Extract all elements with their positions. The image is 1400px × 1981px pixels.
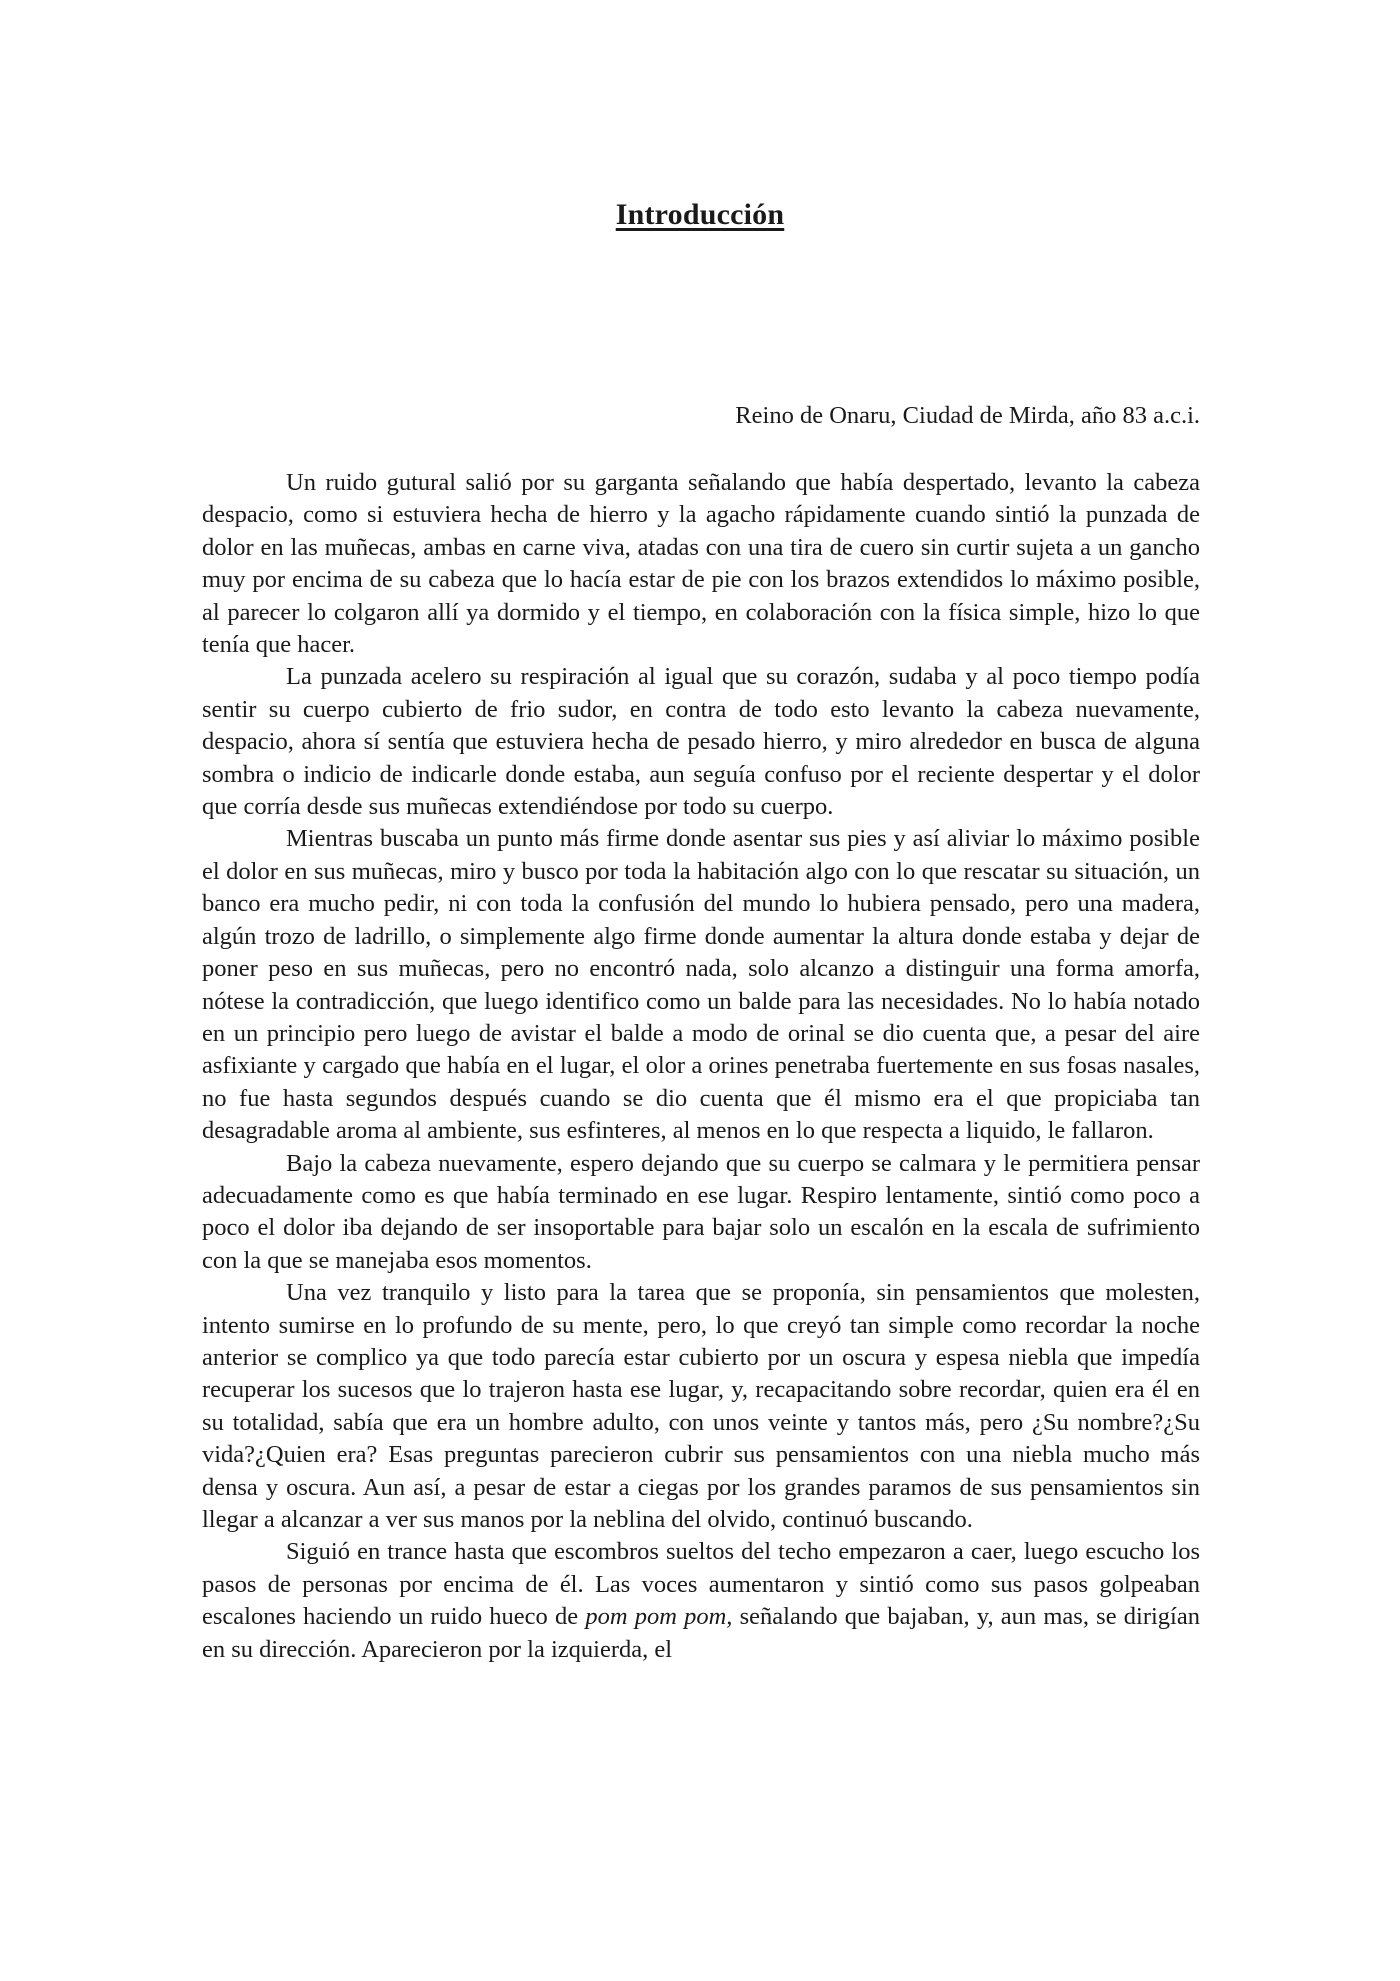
dateline: Reino de Onaru, Ciudad de Mirda, año 83 a.c.i. [735, 402, 1200, 429]
paragraph: Un ruido gutural salió por su garganta señalando que había despertado, levanto la cabeza despacio, como si estuviera hecha de hierro y la agacho rápidamente cuando sintió la punzada de dolor en las muñecas, ambas en carne viva, atadas con una tira de cuero sin curtir sujeta a un gancho muy por encima de su cabeza que lo hacía estar de pie con los brazos extendidos lo máximo posible, al parecer lo colgaron allí ya dormido y el tiempo, en colaboración con la física simple, hizo lo que tenía que hacer. [202, 469, 1200, 659]
paragraph: La punzada acelero su respiración al igual que su corazón, sudaba y al poco tiempo podía sentir su cuerpo cubierto de frio sudor, en contra de todo esto levanto la cabeza nuevamente, despacio, ahora sí sentía que estuviera hecha de pesado hierro, y miro alrededor en busca de alguna sombra o indicio de indicarle donde estaba, aun seguía confuso por el reciente despertar y el dolor que corría desde sus muñecas extendiéndose por todo su cuerpo. [202, 663, 1200, 821]
paragraph-last [202, 1536, 1200, 1666]
paragraph-text: Siguió en trance hasta que escombros sueltos del techo empezaron a caer, luego escucho los pasos de personas por encima de él. Las voces aumentaron y sintió como sus pasos golpeaban escalones haciendo un ruido hueco de [202, 1538, 1200, 1631]
page-title: Introducción [615, 198, 785, 231]
paragraph: Bajo la cabeza nuevamente, espero dejando que su cuerpo se calmara y le permitiera pensar adecuadamente como es que había terminado en ese lugar. Respiro lentamente, sintió como poco a poco el dolor iba dejando de ser insoportable para bajar solo un escalón en la escala de sufrimiento con la que se manejaba esos momentos. [202, 1149, 1200, 1274]
paragraph: Una vez tranquilo y listo para la tarea que se proponía, sin pensamientos que molesten, intento sumirse en lo profundo de su mente, pero, lo que creyó tan simple como recordar la noche anterior se complico ya que todo parecía estar cubierto por un oscura y espesa niebla que impedía recuperar los sucesos que lo trajeron hasta ese lugar, y, recapacitando sobre recordar, quien era él en su totalidad, sabía que era un hombre adulto, con unos veinte y tantos más, pero ¿Su nombre?¿Su vida?¿Quien era? Esas preguntas parecieron cubrir sus pensamientos con una niebla mucho más densa y oscura. Aun así, a pesar de estar a ciegas por los grandes paramos de sus pensamientos sin llegar a alcanzar a ver sus manos por la neblina del olvido, continuó buscando. [202, 1279, 1200, 1533]
body-text [202, 467, 1200, 1666]
paragraph: Mientras buscaba un punto más firme donde asentar sus pies y así aliviar lo máximo posible el dolor en sus muñecas, miro y busco por toda la habitación algo con lo que rescatar su situación, un banco era mucho pedir, ni con toda la confusión del mundo lo hubiera pensado, pero una madera, algún trozo de ladrillo, o simplemente algo firme donde aumentar la altura donde estaba y dejar de poner peso en sus muñecas, pero no encontró nada, solo alcanzo a distinguir una forma amorfa, nótese la contradicción, que luego identifico como un balde para las necesidades. No lo había notado en un principio pero luego de avistar el balde a modo de orinal se dio cuenta que, a pesar del aire asfixiante y cargado que había en el lugar, el olor a orines penetraba fuertemente en sus fosas nasales, no fue hasta segundos después cuando se dio cuenta que él mismo era el que propiciaba tan desagradable aroma al ambiente, sus esfinteres, al menos en lo que respecta a liquido, le fallaron. [202, 825, 1200, 1145]
paragraph-text: señalando que bajaban, y, aun mas, se dirigían en su dirección. Aparecieron por la izquierda, el [202, 1603, 1200, 1663]
italic-onomatopoeia: pom pom pom, [585, 1603, 733, 1631]
